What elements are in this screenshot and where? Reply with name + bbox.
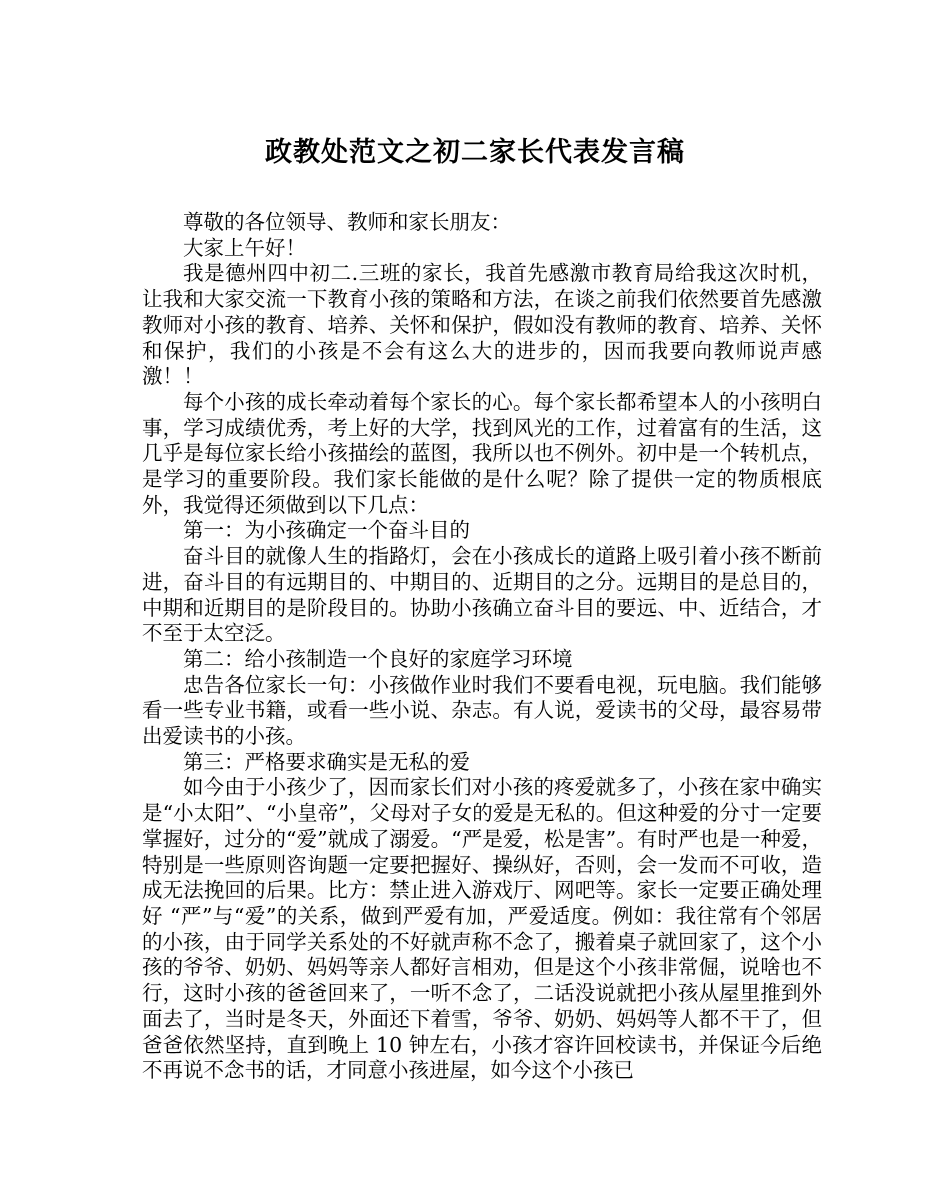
- salutation: 尊敬的各位领导、教师和家长朋友：: [183, 210, 511, 234]
- paragraph-environment: 忠告各位家长一句：小孩做作业时我们不要看电视，玩电脑。我们能够看一些专业书籍，或看一些小说、杂志。有人说，爱读书的父母，最容易带出爱读书的小孩。: [142, 672, 822, 749]
- document-body: [142, 210, 822, 1084]
- section-heading-1: 第一：为小孩确定一个奋斗目的: [183, 518, 470, 543]
- greeting: 大家上午好！: [183, 235, 306, 260]
- section-heading-2: 第二：给小孩制造一个良好的家庭学习环境: [183, 646, 573, 671]
- section-heading-3: 第三：严格要求确实是无私的爱: [183, 749, 470, 774]
- paragraph-goals: 奋斗目的就像人生的指路灯，会在小孩成长的道路上吸引着小孩不断前进，奋斗目的有远期目的、中期目的、近期目的之分。远期目的是总目的，中期和近期目的是阶段目的。协助小孩确立奋斗目的要远、中、近结合，才不至于太空泛。: [142, 544, 822, 646]
- paragraph-introduction: 我是德州四中初二.三班的家长，我首先感激市教育局给我这次时机，让我和大家交流一下教育小孩的策略和方法，在谈之前我们依然要首先感激教师对小孩的教育、培养、关怀和保护，假如没有教师的教育、培养、关怀和保护，我们的小孩是不会有这么大的进步的，因而我要向教师说声感激！！: [142, 261, 822, 389]
- paragraph-strict-love: 如今由于小孩少了，因而家长们对小孩的疼爱就多了，小孩在家中确实是“小太阳”、“小皇帝”，父母对子女的爱是无私的。但这种爱的分寸一定要掌握好，过分的“爱”就成了溺爱。“严是爱，松是害”。有时严也是一种爱，特别是一些原则咨询题一定要把握好、操纵好，否则，会一发而不可收，造成无法挽回的后果。比方：禁止进入游戏厅、网吧等。家长一定要正确处理好 “严”与“爱”的关系，做到严爱有加，严爱适度。例如：我往常有个邻居的小孩，由于同学关系处的不好就声称不念了，搬着桌子就回家了，这个小孩的爷爷、奶奶、妈妈等亲人都好言相劝，但是这个小孩非常倔，说啥也不行，这时小孩的爸爸回来了，一听不念了，二话没说就把小孩从屋里推到外面去了，当时是冬天，外面还下着雪，爷爷、奶奶、妈妈等人都不干了，但爸爸依然坚持，直到晚上 10 钟左右，小孩才容许回校读书，并保证今后绝不再说不念书的话，才同意小孩进屋，如今这个小孩已: [142, 775, 822, 1083]
- paragraph-expectations: 每个小孩的成长牵动着每个家长的心。每个家长都希望本人的小孩明白事，学习成绩优秀，考上好的大学，找到风光的工作，过着富有的生活，这几乎是每位家长给小孩描绘的蓝图，我所以也不例外。初中是一个转机点，是学习的重要阶段。我们家长能做的是什么呢？除了提供一定的物质根底外，我觉得还须做到以下几点：: [142, 389, 822, 517]
- page-title: 政教处范文之初二家长代表发言稿: [265, 137, 685, 168]
